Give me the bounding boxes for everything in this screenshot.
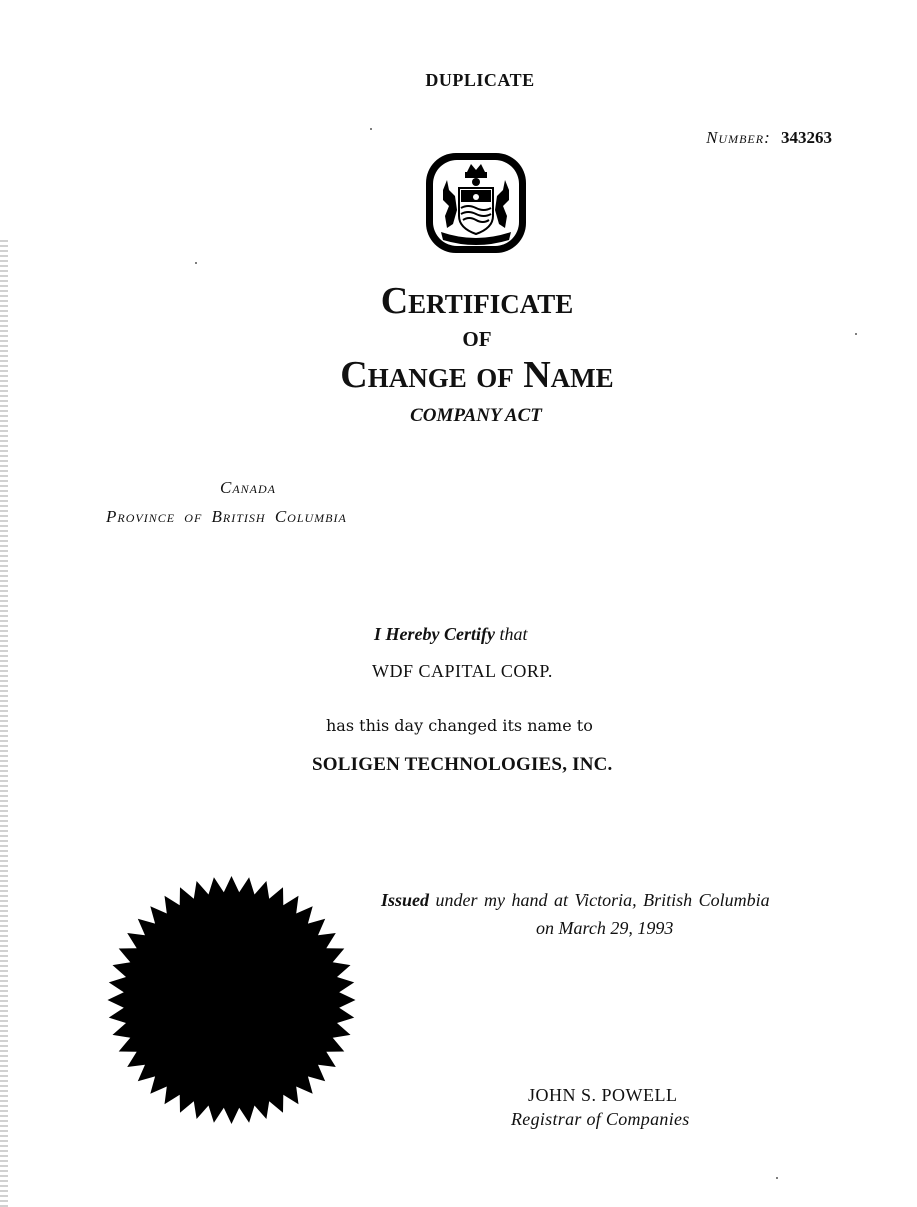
number-label: Number: — [706, 128, 771, 147]
name-change-statement: has this day changed its name to — [326, 716, 593, 735]
certify-statement — [374, 624, 527, 645]
old-company-name: WDF CAPITAL CORP. — [372, 661, 553, 681]
issue-date: on March 29, 1993 — [536, 918, 674, 938]
country-label: Canada — [220, 478, 276, 497]
issued-rest: under my hand at Victoria, British Columbia — [429, 890, 770, 910]
scan-edge-artifact — [0, 240, 8, 1207]
certificate-title-line3: Change of Name — [340, 354, 614, 396]
scan-speck — [855, 333, 857, 335]
certificate-title-line2: of — [462, 320, 492, 353]
coat-of-arms-icon — [423, 150, 529, 256]
company-act-label: COMPANY ACT — [410, 405, 542, 426]
scan-speck — [370, 128, 372, 130]
province-label: Province of British Columbia — [106, 507, 347, 526]
scan-speck — [195, 262, 197, 264]
certificate-number — [706, 128, 832, 148]
number-value: 343263 — [781, 128, 832, 147]
registrar-name: JOHN S. POWELL — [528, 1085, 678, 1105]
registrar-title: Registrar of Companies — [511, 1109, 690, 1129]
certificate-title-line1: Certificate — [380, 280, 574, 322]
issued-statement — [381, 890, 770, 911]
certify-rest: that — [494, 624, 528, 644]
certify-bold: I Hereby Certify — [374, 624, 495, 644]
issued-bold: Issued — [381, 890, 430, 910]
starburst-seal-icon — [104, 875, 359, 1125]
scan-speck — [776, 1177, 778, 1179]
duplicate-heading: DUPLICATE — [425, 70, 535, 90]
new-company-name: SOLIGEN TECHNOLOGIES, INC. — [312, 754, 613, 775]
